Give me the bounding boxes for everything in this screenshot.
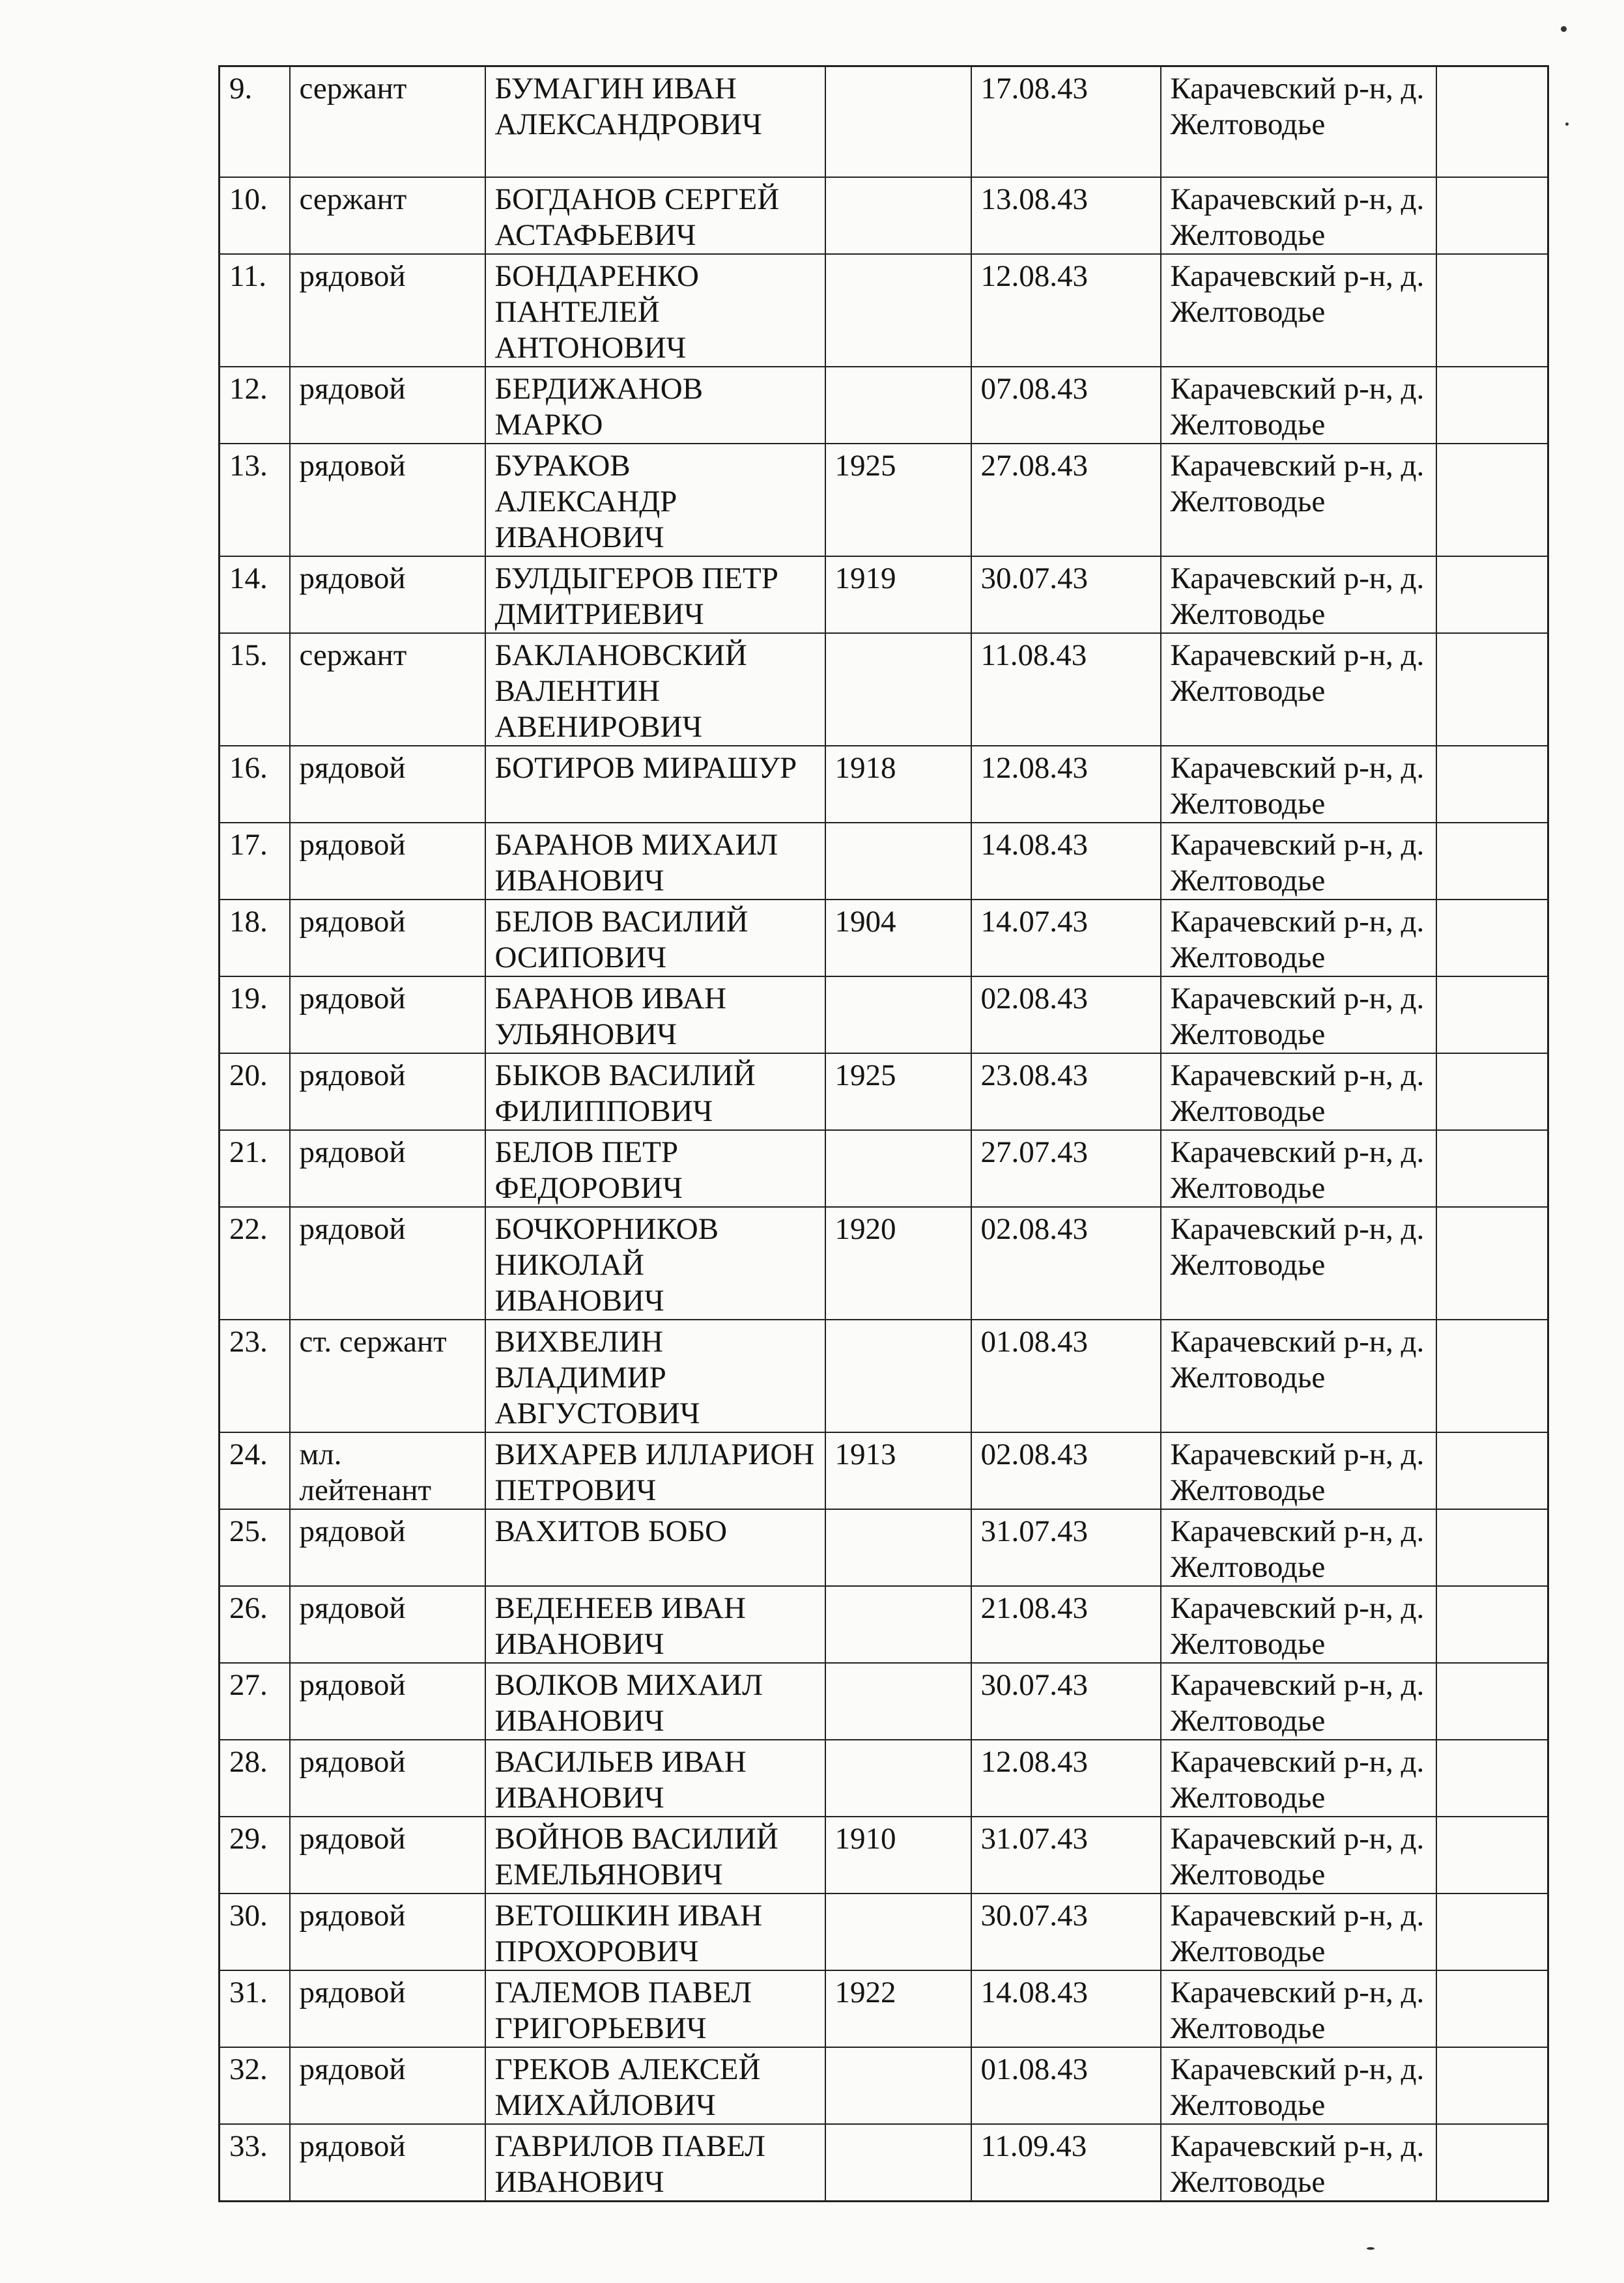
row-number: 20. (220, 1053, 290, 1130)
document-page (218, 65, 1547, 2199)
rank-cell: ст. сержант (290, 1320, 485, 1432)
burial-place-cell: Карачевский р-н, д. Желтоводье (1161, 2047, 1436, 2124)
rank-cell: рядовой (290, 254, 485, 367)
scan-speck (1565, 122, 1569, 126)
name-cell: ГАВРИЛОВ ПАВЕЛ ИВАНОВИЧ (485, 2124, 825, 2202)
row-number: 13. (220, 444, 290, 556)
row-number: 28. (220, 1740, 290, 1817)
rank-cell: рядовой (290, 444, 485, 556)
death-date-cell: 31.07.43 (971, 1817, 1161, 1893)
death-date-cell: 14.08.43 (971, 1970, 1161, 2047)
birth-year-cell (825, 1893, 971, 1970)
birth-year-cell: 1919 (825, 556, 971, 633)
death-date-cell: 30.07.43 (971, 1893, 1161, 1970)
birth-year-cell (825, 976, 971, 1053)
rank-cell: рядовой (290, 823, 485, 900)
death-date-cell: 30.07.43 (971, 556, 1161, 633)
death-date-cell: 02.08.43 (971, 976, 1161, 1053)
birth-year-cell (825, 1509, 971, 1586)
notes-cell (1436, 1207, 1548, 1320)
table-row (220, 2047, 1548, 2124)
rank-cell: сержант (290, 633, 485, 746)
burial-place-cell: Карачевский р-н, д. Желтоводье (1161, 254, 1436, 367)
row-number: 18. (220, 900, 290, 976)
burial-place-cell: Карачевский р-н, д. Желтоводье (1161, 976, 1436, 1053)
rank-cell: рядовой (290, 1970, 485, 2047)
name-cell: ВЕТОШКИН ИВАН ПРОХОРОВИЧ (485, 1893, 825, 1970)
row-number: 21. (220, 1130, 290, 1207)
burial-place-cell: Карачевский р-н, д. Желтоводье (1161, 1432, 1436, 1509)
row-number: 30. (220, 1893, 290, 1970)
name-cell: ГРЕКОВ АЛЕКСЕЙ МИХАЙЛОВИЧ (485, 2047, 825, 2124)
birth-year-cell (825, 367, 971, 444)
name-cell: ГАЛЕМОВ ПАВЕЛ ГРИГОРЬЕВИЧ (485, 1970, 825, 2047)
row-number: 10. (220, 177, 290, 254)
notes-cell (1436, 1663, 1548, 1740)
name-cell: БЫКОВ ВАСИЛИЙ ФИЛИППОВИЧ (485, 1053, 825, 1130)
rank-cell: рядовой (290, 1207, 485, 1320)
rank-cell: рядовой (290, 1817, 485, 1893)
table-row (220, 900, 1548, 976)
burial-place-cell: Карачевский р-н, д. Желтоводье (1161, 177, 1436, 254)
rank-cell: сержант (290, 177, 485, 254)
death-date-cell: 11.09.43 (971, 2124, 1161, 2202)
row-number: 12. (220, 367, 290, 444)
notes-cell (1436, 1740, 1548, 1817)
birth-year-cell (825, 1740, 971, 1817)
table-row (220, 254, 1548, 367)
death-date-cell: 07.08.43 (971, 367, 1161, 444)
table-row (220, 1893, 1548, 1970)
table-row (220, 1130, 1548, 1207)
name-cell: БОГДАНОВ СЕРГЕЙ АСТАФЬЕВИЧ (485, 177, 825, 254)
name-cell: БАКЛАНОВСКИЙ ВАЛЕНТИН АВЕНИРОВИЧ (485, 633, 825, 746)
notes-cell (1436, 556, 1548, 633)
rank-cell: рядовой (290, 367, 485, 444)
birth-year-cell (825, 1130, 971, 1207)
row-number: 14. (220, 556, 290, 633)
row-number: 19. (220, 976, 290, 1053)
notes-cell (1436, 823, 1548, 900)
birth-year-cell (825, 1663, 971, 1740)
burial-place-cell: Карачевский р-н, д. Желтоводье (1161, 1663, 1436, 1740)
notes-cell (1436, 976, 1548, 1053)
rank-cell: рядовой (290, 1663, 485, 1740)
notes-cell (1436, 1893, 1548, 1970)
row-number: 16. (220, 746, 290, 823)
rank-cell: рядовой (290, 556, 485, 633)
birth-year-cell (825, 1586, 971, 1663)
name-cell: ВАХИТОВ БОБО (485, 1509, 825, 1586)
name-cell: БУРАКОВ АЛЕКСАНДР ИВАНОВИЧ (485, 444, 825, 556)
burial-place-cell: Карачевский р-н, д. Желтоводье (1161, 1509, 1436, 1586)
table-row (220, 1663, 1548, 1740)
birth-year-cell (825, 1320, 971, 1432)
table-row (220, 976, 1548, 1053)
burial-place-cell: Карачевский р-н, д. Желтоводье (1161, 633, 1436, 746)
notes-cell (1436, 746, 1548, 823)
notes-cell (1436, 1586, 1548, 1663)
burial-place-cell: Карачевский р-н, д. Желтоводье (1161, 1970, 1436, 2047)
rank-cell: рядовой (290, 2047, 485, 2124)
birth-year-cell: 1925 (825, 444, 971, 556)
burial-place-cell: Карачевский р-н, д. Желтоводье (1161, 1893, 1436, 1970)
rank-cell: рядовой (290, 1740, 485, 1817)
death-date-cell: 01.08.43 (971, 2047, 1161, 2124)
row-number: 9. (220, 66, 290, 177)
name-cell: БОНДАРЕНКО ПАНТЕЛЕЙ АНТОНОВИЧ (485, 254, 825, 367)
burial-place-cell: Карачевский р-н, д. Желтоводье (1161, 1740, 1436, 1817)
name-cell: БУМАГИН ИВАН АЛЕКСАНДРОВИЧ (485, 66, 825, 177)
table-row (220, 2124, 1548, 2202)
name-cell: ВАСИЛЬЕВ ИВАН ИВАНОВИЧ (485, 1740, 825, 1817)
death-date-cell: 31.07.43 (971, 1509, 1161, 1586)
burial-place-cell: Карачевский р-н, д. Желтоводье (1161, 444, 1436, 556)
death-date-cell: 17.08.43 (971, 66, 1161, 177)
notes-cell (1436, 66, 1548, 177)
scan-speck (1367, 2247, 1375, 2250)
row-number: 17. (220, 823, 290, 900)
name-cell: БАРАНОВ МИХАИЛ ИВАНОВИЧ (485, 823, 825, 900)
notes-cell (1436, 1509, 1548, 1586)
rank-cell: рядовой (290, 1586, 485, 1663)
death-date-cell: 14.07.43 (971, 900, 1161, 976)
table-row (220, 1740, 1548, 1817)
death-date-cell: 14.08.43 (971, 823, 1161, 900)
burial-place-cell: Карачевский р-н, д. Желтоводье (1161, 1320, 1436, 1432)
rank-cell: рядовой (290, 976, 485, 1053)
burial-place-cell: Карачевский р-н, д. Желтоводье (1161, 1130, 1436, 1207)
name-cell: БОТИРОВ МИРАШУР (485, 746, 825, 823)
notes-cell (1436, 1970, 1548, 2047)
notes-cell (1436, 444, 1548, 556)
row-number: 33. (220, 2124, 290, 2202)
death-date-cell: 27.08.43 (971, 444, 1161, 556)
table-row (220, 1970, 1548, 2047)
death-date-cell: 30.07.43 (971, 1663, 1161, 1740)
birth-year-cell: 1922 (825, 1970, 971, 2047)
name-cell: БЕЛОВ ВАСИЛИЙ ОСИПОВИЧ (485, 900, 825, 976)
row-number: 29. (220, 1817, 290, 1893)
rank-cell: рядовой (290, 2124, 485, 2202)
table-row (220, 1053, 1548, 1130)
death-date-cell: 01.08.43 (971, 1320, 1161, 1432)
rank-cell: сержант (290, 66, 485, 177)
rank-cell: рядовой (290, 1509, 485, 1586)
burial-place-cell: Карачевский р-н, д. Желтоводье (1161, 367, 1436, 444)
table-row (220, 556, 1548, 633)
row-number: 11. (220, 254, 290, 367)
row-number: 22. (220, 1207, 290, 1320)
death-date-cell: 02.08.43 (971, 1207, 1161, 1320)
name-cell: БЕРДИЖАНОВ МАРКО (485, 367, 825, 444)
burial-place-cell: Карачевский р-н, д. Желтоводье (1161, 2124, 1436, 2202)
death-date-cell: 11.08.43 (971, 633, 1161, 746)
row-number: 31. (220, 1970, 290, 2047)
table-row (220, 367, 1548, 444)
row-number: 27. (220, 1663, 290, 1740)
burial-roster-table (218, 65, 1549, 2202)
notes-cell (1436, 254, 1548, 367)
rank-cell: рядовой (290, 900, 485, 976)
table-row (220, 66, 1548, 177)
name-cell: ВИХАРЕВ ИЛЛАРИОН ПЕТРОВИЧ (485, 1432, 825, 1509)
notes-cell (1436, 2124, 1548, 2202)
table-row (220, 823, 1548, 900)
notes-cell (1436, 900, 1548, 976)
table-row (220, 1509, 1548, 1586)
birth-year-cell: 1925 (825, 1053, 971, 1130)
rank-cell: рядовой (290, 1053, 485, 1130)
burial-place-cell: Карачевский р-н, д. Желтоводье (1161, 900, 1436, 976)
table-row (220, 444, 1548, 556)
table-row (220, 1207, 1548, 1320)
table-row (220, 1586, 1548, 1663)
notes-cell (1436, 1130, 1548, 1207)
birth-year-cell: 1913 (825, 1432, 971, 1509)
birth-year-cell (825, 2047, 971, 2124)
burial-place-cell: Карачевский р-н, д. Желтоводье (1161, 1586, 1436, 1663)
burial-place-cell: Карачевский р-н, д. Желтоводье (1161, 823, 1436, 900)
burial-place-cell: Карачевский р-н, д. Желтоводье (1161, 746, 1436, 823)
name-cell: БУЛДЫГЕРОВ ПЕТР ДМИТРИЕВИЧ (485, 556, 825, 633)
notes-cell (1436, 177, 1548, 254)
roster-body (220, 66, 1548, 2202)
birth-year-cell: 1918 (825, 746, 971, 823)
death-date-cell: 12.08.43 (971, 254, 1161, 367)
name-cell: ВОЙНОВ ВАСИЛИЙ ЕМЕЛЬЯНОВИЧ (485, 1817, 825, 1893)
notes-cell (1436, 2047, 1548, 2124)
death-date-cell: 27.07.43 (971, 1130, 1161, 1207)
burial-place-cell: Карачевский р-н, д. Желтоводье (1161, 1207, 1436, 1320)
table-row (220, 1432, 1548, 1509)
notes-cell (1436, 1053, 1548, 1130)
name-cell: БОЧКОРНИКОВ НИКОЛАЙ ИВАНОВИЧ (485, 1207, 825, 1320)
death-date-cell: 13.08.43 (971, 177, 1161, 254)
birth-year-cell (825, 254, 971, 367)
name-cell: ВОЛКОВ МИХАИЛ ИВАНОВИЧ (485, 1663, 825, 1740)
name-cell: БАРАНОВ ИВАН УЛЬЯНОВИЧ (485, 976, 825, 1053)
burial-place-cell: Карачевский р-н, д. Желтоводье (1161, 66, 1436, 177)
row-number: 15. (220, 633, 290, 746)
table-row (220, 1817, 1548, 1893)
burial-place-cell: Карачевский р-н, д. Желтоводье (1161, 1053, 1436, 1130)
birth-year-cell (825, 2124, 971, 2202)
name-cell: БЕЛОВ ПЕТР ФЕДОРОВИЧ (485, 1130, 825, 1207)
name-cell: ВЕДЕНЕЕВ ИВАН ИВАНОВИЧ (485, 1586, 825, 1663)
birth-year-cell (825, 66, 971, 177)
burial-place-cell: Карачевский р-н, д. Желтоводье (1161, 556, 1436, 633)
rank-cell: рядовой (290, 1893, 485, 1970)
notes-cell (1436, 633, 1548, 746)
rank-cell: рядовой (290, 746, 485, 823)
birth-year-cell: 1920 (825, 1207, 971, 1320)
row-number: 32. (220, 2047, 290, 2124)
rank-cell: рядовой (290, 1130, 485, 1207)
burial-place-cell: Карачевский р-н, д. Желтоводье (1161, 1817, 1436, 1893)
notes-cell (1436, 1817, 1548, 1893)
table-row (220, 633, 1548, 746)
death-date-cell: 23.08.43 (971, 1053, 1161, 1130)
row-number: 23. (220, 1320, 290, 1432)
row-number: 25. (220, 1509, 290, 1586)
death-date-cell: 12.08.43 (971, 1740, 1161, 1817)
birth-year-cell (825, 823, 971, 900)
birth-year-cell: 1904 (825, 900, 971, 976)
table-row (220, 177, 1548, 254)
name-cell: ВИХВЕЛИН ВЛАДИМИР АВГУСТОВИЧ (485, 1320, 825, 1432)
notes-cell (1436, 367, 1548, 444)
notes-cell (1436, 1320, 1548, 1432)
scan-speck (1561, 26, 1567, 32)
row-number: 24. (220, 1432, 290, 1509)
rank-cell: мл. лейтенант (290, 1432, 485, 1509)
birth-year-cell (825, 633, 971, 746)
death-date-cell: 21.08.43 (971, 1586, 1161, 1663)
birth-year-cell: 1910 (825, 1817, 971, 1893)
table-row (220, 746, 1548, 823)
birth-year-cell (825, 177, 971, 254)
death-date-cell: 12.08.43 (971, 746, 1161, 823)
death-date-cell: 02.08.43 (971, 1432, 1161, 1509)
notes-cell (1436, 1432, 1548, 1509)
table-row (220, 1320, 1548, 1432)
row-number: 26. (220, 1586, 290, 1663)
